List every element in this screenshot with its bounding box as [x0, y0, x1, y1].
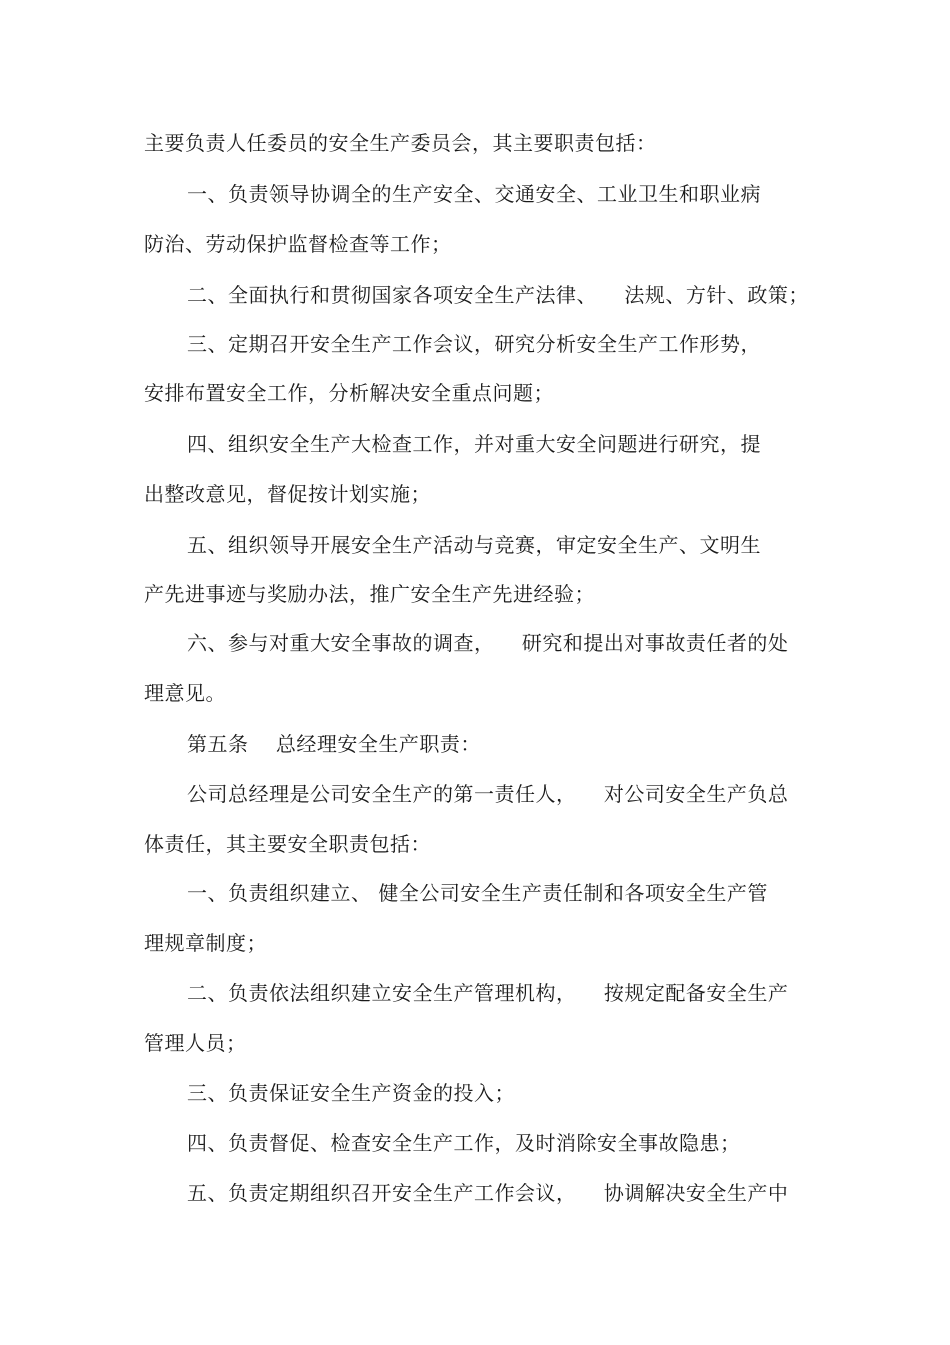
text-line-9: 五、组织领导开展安全生产活动与竞赛，审定安全生产、文明生 — [187, 533, 761, 557]
text-line-7: 四、组织安全生产大检查工作，并对重大安全问题进行研究，提 — [187, 432, 761, 456]
text-line-5: 三、定期召开安全生产工作会议，研究分析安全生产工作形势， — [187, 332, 761, 356]
text-line-11: 六、参与对重大安全事故的调查， 研究和提出对事故责任者的处 — [187, 631, 789, 655]
text-line-16: 一、负责组织建立、 健全公司安全生产责任制和各项安全生产管 — [187, 881, 768, 905]
text-line-3: 防治、劳动保护监督检查等工作； — [144, 232, 452, 256]
text-line-4: 二、全面执行和贯彻国家各项安全生产法律、 法规、方针、政策； — [187, 283, 809, 307]
text-line-22: 五、负责定期组织召开安全生产工作会议， 协调解决安全生产中 — [187, 1181, 789, 1205]
text-line-2: 一、负责领导协调全的生产安全、交通安全、工业卫生和职业病 — [187, 182, 761, 206]
text-line-12: 理意见。 — [144, 681, 226, 705]
text-line-15: 体责任，其主要安全职责包括： — [144, 832, 431, 856]
text-line-8: 出整改意见，督促按计划实施； — [144, 482, 431, 506]
text-line-6: 安排布置安全工作，分析解决安全重点问题； — [144, 381, 554, 405]
text-line-20: 三、负责保证安全生产资金的投入； — [187, 1081, 515, 1105]
section-heading: 第五条 总经理安全生产职责： — [187, 732, 481, 756]
text-line-10: 产先进事迹与奖励办法，推广安全生产先进经验； — [144, 582, 595, 606]
text-line-17: 理规章制度； — [144, 931, 267, 955]
text-line-14: 公司总经理是公司安全生产的第一责任人， 对公司安全生产负总 — [187, 782, 789, 806]
text-line-19: 管理人员； — [144, 1031, 247, 1055]
text-line-1: 主要负责人任委员的安全生产委员会，其主要职责包括： — [144, 131, 657, 155]
text-line-18: 二、负责依法组织建立安全生产管理机构， 按规定配备安全生产 — [187, 981, 789, 1005]
text-line-21: 四、负责督促、检查安全生产工作，及时消除安全事故隐患； — [187, 1131, 741, 1155]
